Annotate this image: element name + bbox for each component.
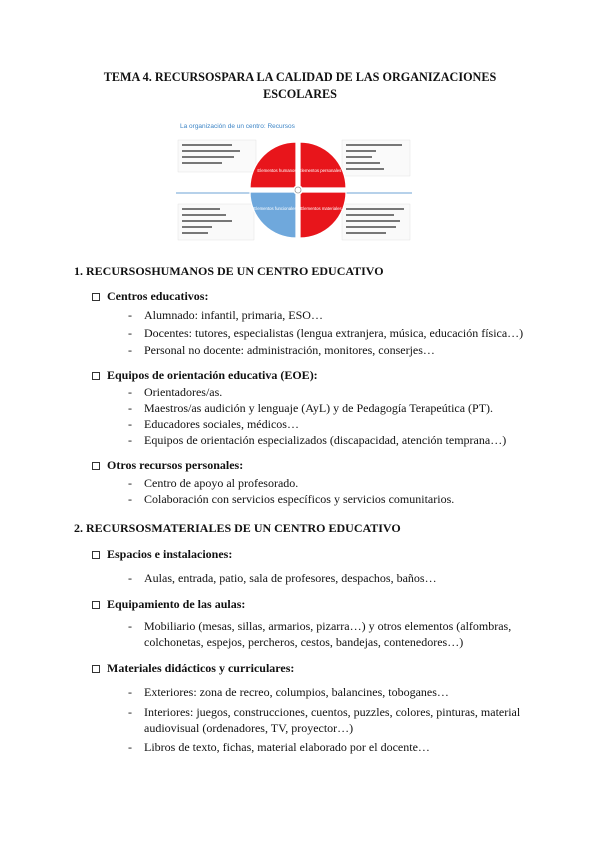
quadrant-label: Elementos humanos xyxy=(257,168,297,173)
group-heading xyxy=(92,458,243,473)
quadrant-label: Elementos personales xyxy=(298,168,342,173)
checkbox-icon xyxy=(92,665,100,673)
group-heading xyxy=(92,661,294,676)
quadrant-label: Elementos funcionales xyxy=(253,206,297,211)
checkbox-icon xyxy=(92,551,100,559)
group-label: Materiales didácticos y curriculares: xyxy=(107,661,295,675)
diagram-caption: La organización de un centro: Recursos xyxy=(180,123,295,130)
group-heading xyxy=(92,368,318,383)
group-label: Equipos de orientación educativa (EOE): xyxy=(107,368,318,382)
group-label: Otros recursos personales: xyxy=(107,458,244,472)
section-heading: 1. RECURSOSHUMANOS DE UN CENTRO EDUCATIVO xyxy=(74,264,384,278)
group-heading xyxy=(92,597,245,612)
quadrant-label: Elementos materiales xyxy=(300,206,342,211)
checkbox-icon xyxy=(92,601,100,609)
checkbox-icon xyxy=(92,293,100,301)
group-label: Espacios e instalaciones: xyxy=(107,547,233,561)
group-heading xyxy=(92,547,232,562)
group-heading xyxy=(92,289,208,304)
checkbox-icon xyxy=(92,372,100,380)
group-label: Equipamiento de las aulas: xyxy=(107,597,246,611)
resources-diagram xyxy=(176,116,412,244)
section-heading: 2. RECURSOSMATERIALES DE UN CENTRO EDUCATIVO xyxy=(74,521,401,535)
page-title: TEMA 4. RECURSOSPARA LA CALIDAD DE LAS ORGANIZACIONES ESCOLARES xyxy=(103,70,497,101)
group-label: Centros educativos: xyxy=(107,289,209,303)
checkbox-icon xyxy=(92,462,100,470)
